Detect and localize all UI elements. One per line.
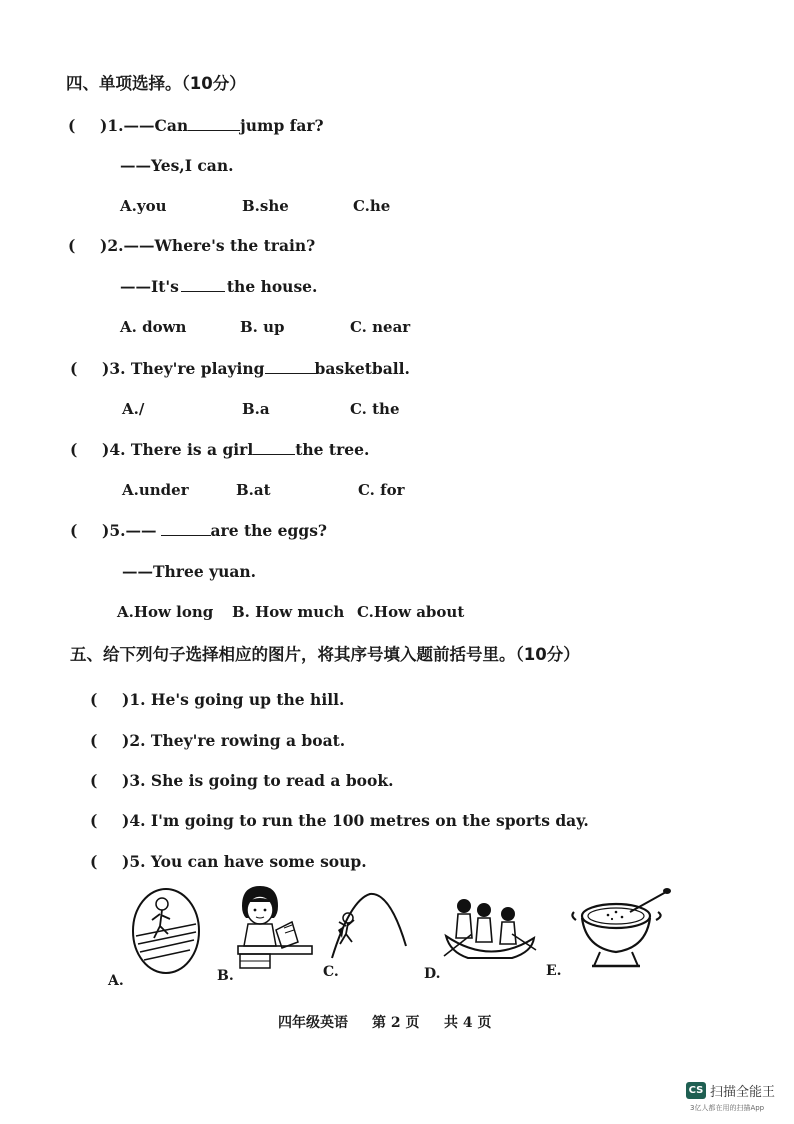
fill-blank[interactable] [188, 116, 240, 131]
option: A.How long [117, 603, 214, 621]
option: C. for [358, 481, 405, 499]
footer-total: 共 4 页 [444, 1015, 492, 1031]
matching-sentence-1: ( )1. He's going up the hill. [90, 690, 345, 709]
option: C. the [350, 400, 400, 418]
matching-sentence-2: ( )2. They're rowing a boat. [90, 731, 346, 750]
option: C.he [353, 197, 391, 215]
section-5-heading: 五、给下列句子选择相应的图片，将其序号填入题前括号里。（10分） [70, 645, 580, 664]
option: A. down [120, 318, 187, 336]
answer-paren[interactable]: ( [90, 811, 98, 830]
option: B. up [240, 318, 285, 336]
option: C. near [350, 318, 411, 336]
answer-paren-5[interactable]: ( [70, 521, 78, 540]
scanner-logo-icon: CS [686, 1082, 706, 1099]
picture-label-b: B. [217, 968, 234, 984]
climber-hill-icon [330, 890, 410, 960]
question-5-answer: ——Three yuan. [122, 562, 257, 581]
question-3: ( )3. They're playing basketball. [70, 359, 410, 378]
section-4-heading: 四、单项选择。（10分） [66, 74, 246, 93]
question-1: ( )1.——Can jump far? [68, 116, 324, 135]
answer-paren-2[interactable]: ( [68, 236, 76, 255]
answer-paren[interactable]: ( [90, 690, 98, 709]
question-2: ( )2.——Where's the train? [68, 236, 316, 255]
footer-page: 第 2 页 [372, 1015, 420, 1031]
question-5: ( )5.—— are the eggs? [70, 521, 328, 540]
option: B.at [236, 481, 271, 499]
question-1-answer: ——Yes,I can. [120, 156, 234, 175]
option: B. How much [232, 603, 345, 621]
scanner-app-tagline: 3亿人都在用的扫描App [690, 1104, 765, 1112]
option: B.she [242, 197, 289, 215]
matching-sentence-5: ( )5. You can have some soup. [90, 852, 367, 871]
question-2-answer: ——It's the house. [120, 277, 318, 296]
fill-blank[interactable] [161, 521, 211, 536]
option: A./ [122, 400, 145, 418]
option: A.you [120, 197, 167, 215]
girl-reading-icon [232, 884, 316, 970]
option: C.How about [357, 603, 465, 621]
soup-bowl-icon [570, 886, 674, 970]
question-4: ( )4. There is a girl the tree. [70, 440, 370, 459]
matching-sentence-4: ( )4. I'm going to run the 100 metres on the sports day. [90, 811, 589, 830]
option: B.a [242, 400, 270, 418]
fill-blank[interactable] [265, 359, 315, 374]
footer-grade: 四年级英语 [278, 1015, 348, 1031]
answer-paren[interactable]: ( [90, 771, 98, 790]
answer-paren[interactable]: ( [90, 731, 98, 750]
picture-label-a: A. [108, 973, 124, 989]
option: A.under [122, 481, 189, 499]
answer-paren[interactable]: ( [90, 852, 98, 871]
picture-label-c: C. [323, 964, 339, 980]
fill-blank[interactable] [253, 440, 295, 455]
answer-paren-4[interactable]: ( [70, 440, 78, 459]
fill-blank[interactable] [181, 277, 225, 292]
rowing-boat-icon [442, 890, 538, 964]
answer-paren-1[interactable]: ( [68, 116, 76, 135]
matching-sentence-3: ( )3. She is going to read a book. [90, 771, 394, 790]
picture-label-e: E. [546, 963, 562, 979]
runner-track-icon [130, 886, 202, 976]
scanner-app-name: 扫描全能王 [710, 1085, 776, 1100]
picture-label-d: D. [424, 966, 441, 982]
answer-paren-3[interactable]: ( [70, 359, 78, 378]
